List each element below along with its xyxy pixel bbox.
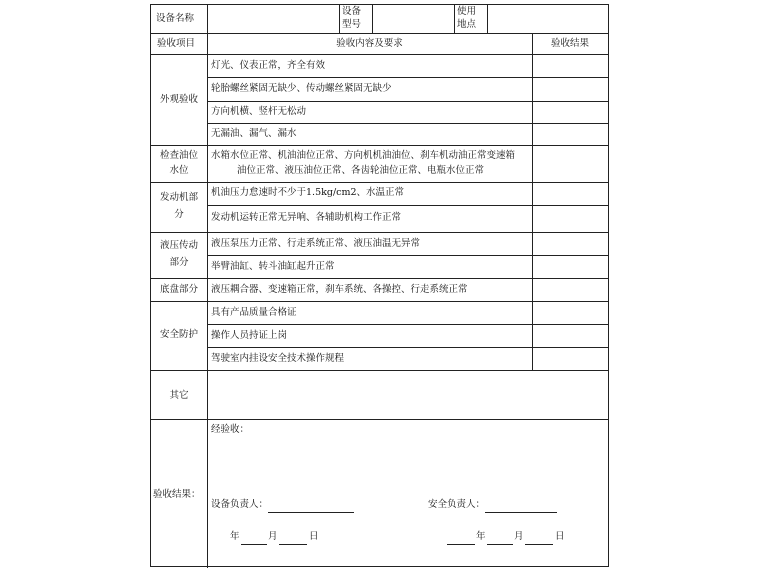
section-label-oil: 检查油位 bbox=[159, 150, 198, 161]
row-divider bbox=[151, 232, 608, 233]
accepted-label: 经验收： bbox=[211, 424, 250, 435]
check-item: 机油压力怠速时不少于1.5kg/cm2、水温正常 bbox=[211, 187, 405, 198]
check-item: 水箱水位正常、机油油位正常、方向机机油油位、刹车机动油正常变速箱 bbox=[211, 150, 516, 161]
device-manager-label: 设备负责人： bbox=[211, 499, 269, 510]
row-divider bbox=[207, 101, 608, 102]
date-month: 月 bbox=[268, 531, 278, 542]
row-divider bbox=[151, 182, 608, 183]
section-label-engine: 分 bbox=[174, 209, 184, 220]
row-divider bbox=[151, 54, 608, 55]
device-manager-signature-line[interactable] bbox=[268, 512, 354, 513]
section-label-safety: 安全防护 bbox=[159, 329, 198, 340]
check-item: 无漏油、漏气、漏水 bbox=[211, 128, 297, 139]
row-divider bbox=[151, 33, 608, 34]
section-label-other: 其它 bbox=[169, 390, 189, 401]
row-divider bbox=[207, 255, 608, 256]
safety-manager-signature-line[interactable] bbox=[485, 512, 557, 513]
row-divider bbox=[151, 278, 608, 279]
row-divider bbox=[151, 370, 608, 371]
check-item: 液压泵压力正常、行走系统正常、液压油温无异常 bbox=[211, 238, 421, 249]
section-label-hydraulic: 液压传动 bbox=[159, 240, 198, 251]
device-model-label: 设备 bbox=[342, 6, 362, 17]
section-label-engine: 发动机部 bbox=[159, 192, 198, 203]
year-blank[interactable] bbox=[447, 544, 475, 545]
check-item: 举臂油缸、转斗油缸起升正常 bbox=[211, 261, 335, 272]
row-divider bbox=[207, 205, 608, 206]
section-label-oil: 水位 bbox=[169, 165, 189, 176]
check-item: 方向机横、竖杆无松动 bbox=[211, 106, 307, 117]
section-label-appearance: 外观验收 bbox=[159, 94, 198, 105]
column-header-item: 验收项目 bbox=[157, 38, 196, 49]
row-divider bbox=[151, 419, 608, 420]
month-blank[interactable] bbox=[241, 544, 267, 545]
section-label-hydraulic: 部分 bbox=[169, 257, 189, 268]
column-header-content: 验收内容及要求 bbox=[336, 38, 403, 49]
column-divider bbox=[207, 5, 208, 568]
check-item: 驾驶室内挂设安全技术操作规程 bbox=[211, 353, 345, 364]
check-item: 发动机运转正常无异响、各辅助机构工作正常 bbox=[211, 212, 402, 223]
column-divider bbox=[454, 5, 455, 33]
device-name-label: 设备名称 bbox=[156, 13, 195, 24]
check-item: 操作人员持证上岗 bbox=[211, 330, 288, 341]
column-divider bbox=[372, 5, 373, 33]
date-year: 年 bbox=[476, 531, 486, 542]
column-header-result: 验收结果 bbox=[550, 38, 589, 49]
day-blank[interactable] bbox=[279, 544, 307, 545]
row-divider bbox=[207, 77, 608, 78]
date-year: 年 bbox=[230, 531, 240, 542]
safety-manager-label: 安全负责人： bbox=[428, 499, 486, 510]
column-divider bbox=[487, 5, 488, 33]
acceptance-form bbox=[150, 4, 609, 567]
check-item: 液压耦合器、变速箱正常，刹车系统、各操控、行走系统正常 bbox=[211, 284, 468, 295]
check-item: 具有产品质量合格证 bbox=[211, 307, 297, 318]
device-model-label: 型号 bbox=[342, 19, 362, 30]
conclusion-label: 验收结果： bbox=[153, 489, 201, 500]
row-divider bbox=[207, 324, 608, 325]
location-label: 地点 bbox=[457, 19, 477, 30]
section-label-chassis: 底盘部分 bbox=[159, 284, 198, 295]
row-divider bbox=[151, 301, 608, 302]
column-divider bbox=[339, 5, 340, 33]
row-divider bbox=[207, 347, 608, 348]
month-blank[interactable] bbox=[487, 544, 513, 545]
location-label: 使用 bbox=[457, 6, 477, 17]
date-month: 月 bbox=[514, 531, 524, 542]
day-blank[interactable] bbox=[525, 544, 553, 545]
date-day: 日 bbox=[555, 531, 565, 542]
column-divider bbox=[532, 33, 533, 370]
check-item: 油位正常、液压油位正常、各齿轮油位正常、电瓶水位正常 bbox=[237, 165, 485, 176]
row-divider bbox=[207, 123, 608, 124]
row-divider bbox=[151, 145, 608, 146]
date-day: 日 bbox=[309, 531, 319, 542]
check-item: 灯光、仪表正常，齐全有效 bbox=[211, 60, 326, 71]
check-item: 轮胎螺丝紧固无缺少、传动螺丝紧固无缺少 bbox=[211, 83, 392, 94]
